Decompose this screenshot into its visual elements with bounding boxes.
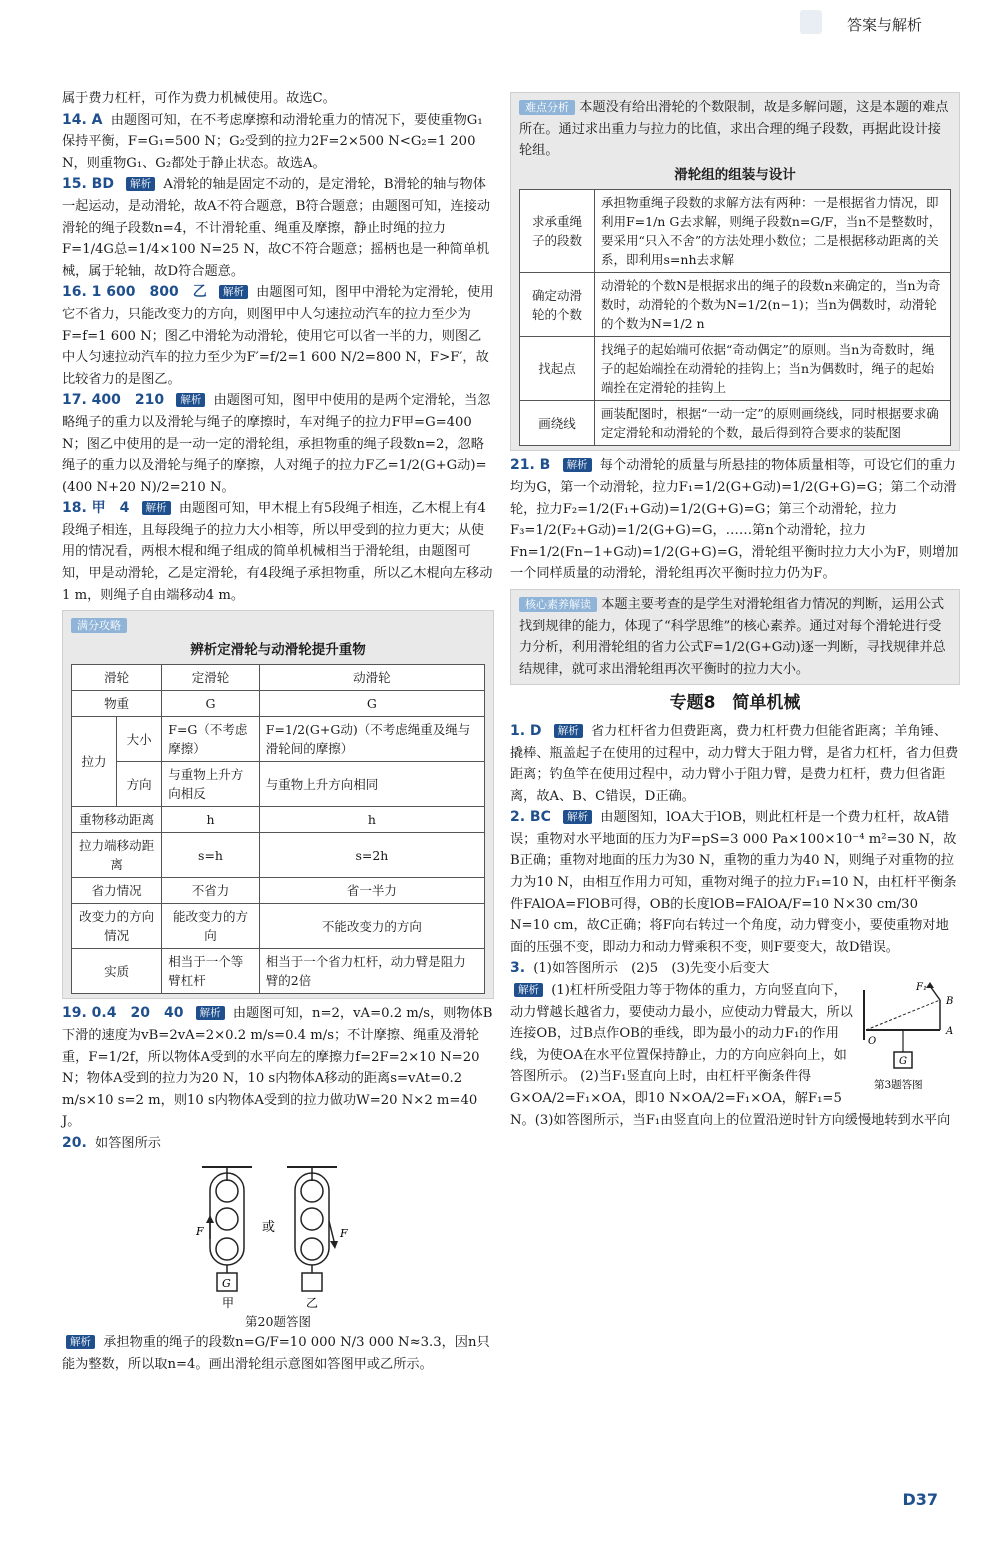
tip-box-pulley-compare <box>62 610 494 999</box>
table-cell: 省一半力 <box>259 878 484 904</box>
fig20-caption: 第20题答图 <box>245 1313 311 1329</box>
table-cell: 方向 <box>117 762 162 807</box>
table-header-cell: 动滑轮 <box>259 665 484 691</box>
table-cell: 与重物上升方向相同 <box>259 762 484 807</box>
table-cell: 实质 <box>72 949 162 994</box>
q20-analysis-text: 承担物重的绳子的段数n=G/F=10 000 N/3 000 N≈3.3，因n只能为整数，所以取n=4。画出滑轮组示意图如答图甲或乙所示。 <box>62 1335 490 1372</box>
table-cell: 能改变力的方向 <box>162 904 260 949</box>
table-cell: s=h <box>162 833 260 878</box>
q21-text: 每个动滑轮的质量与所悬挂的物体质量相等，可设它们的重力均为G，第一个动滑轮，拉力F₁=1/2(G+G动)=1/2(G+G)=G；第二个动滑轮，拉力F₂=1/2(F₁+G动)=1/2(G+G)=G；第三个动滑轮，拉力F₃=1/2(F₂+G动)=1/2(G+G)=G，……第n个动滑轮，拉力Fn=1/2(Fn−1+G动)=1/2(G+G)=G，滑轮组平衡时拉力大小为F，则增加一个同样质量的动滑轮，滑轮组再次平衡时拉力仍为F。 <box>510 458 959 582</box>
tip-box-core-literacy <box>510 589 960 685</box>
fig3-caption: 第3题答图 <box>874 1079 923 1092</box>
p3-number: 3. <box>510 960 526 977</box>
pulley-design-table <box>519 189 951 446</box>
table-cell: 求承重绳子的段数 <box>520 190 595 273</box>
q20-tag: 解析 <box>66 1335 95 1349</box>
table-row <box>72 949 485 994</box>
table-row <box>72 833 485 878</box>
fixed-pulley-a2 <box>216 1208 238 1230</box>
fig3-f1: F₁ <box>916 982 927 994</box>
p1-number: 1. D <box>510 722 542 739</box>
q17-number: 17. 400 210 <box>62 392 165 409</box>
fig3-b: B <box>946 996 954 1008</box>
page-number: D37 <box>902 1490 938 1509</box>
table-cell: 确定动滑轮的个数 <box>520 273 595 337</box>
q16-tag: 解析 <box>219 285 248 299</box>
fig3-svg <box>860 980 960 1100</box>
movable-pulley-a <box>216 1238 238 1260</box>
tip-box-difficulty <box>510 92 960 451</box>
p3-head: (1)如答图所示 (2)5 (3)先变小后变大 <box>533 961 770 977</box>
table-cell: 动滑轮的个数N是根据求出的绳子的段数n来确定的，当n为奇数时，动滑轮的个数为N=1/2(n−1)；当n为偶数时，动滑轮的个数为N=1/2 n <box>595 273 951 337</box>
fixed-pulley-a1 <box>216 1180 238 1202</box>
table-cell: 画装配图时，根据“一动一定”的原则画绕线，同时根据要求确定定滑轮和动滑轮的个数，最后得到符合要求的装配图 <box>595 401 951 446</box>
table-cell: 不省力 <box>162 878 260 904</box>
table-cell: 找起点 <box>520 337 595 401</box>
q21-tag: 解析 <box>563 458 592 472</box>
label-yi: 乙 <box>306 1295 319 1309</box>
p2 <box>510 807 960 958</box>
table-row <box>72 878 485 904</box>
q17-tag: 解析 <box>176 393 205 407</box>
page-header <box>0 0 1000 70</box>
movable-pulley-b <box>301 1238 323 1260</box>
table-cell: 大小 <box>117 717 162 762</box>
table-row <box>72 807 485 833</box>
table-header-row <box>72 665 485 691</box>
core-literacy-text: 本题主要考查的是学生对滑轮组省力情况的判断，运用公式找到规律的能力，体现了“科学思维”的核心素养。通过对每个滑轮进行受力分析，利用滑轮组的省力公式F=1/2(G+G动)逐一判断，寻找规律并总结规律，就可求出滑轮组再次平衡时的拉力大小。 <box>519 596 946 677</box>
right-column <box>510 88 960 1131</box>
table-row <box>520 190 951 273</box>
table-row <box>520 273 951 337</box>
p1-tag: 解析 <box>554 724 583 738</box>
q17 <box>62 390 494 498</box>
table-cell: G <box>259 691 484 717</box>
force-a-label: F <box>196 1224 204 1238</box>
fig20-svg <box>62 1161 494 1309</box>
table-row <box>72 762 485 807</box>
weight-b <box>302 1273 322 1291</box>
p2-number: 2. BC <box>510 809 551 826</box>
table-cell: 拉力 <box>72 717 117 807</box>
difficulty-tag: 难点分析 <box>519 100 575 115</box>
fig3-o: O <box>868 1036 877 1048</box>
table-row <box>520 337 951 401</box>
table-cell: G <box>162 691 260 717</box>
table-cell: F=1/2(G+G动)（不考虑绳重及绳与滑轮间的摩擦） <box>259 717 484 762</box>
table-cell: 不能改变力的方向 <box>259 904 484 949</box>
q14-text: 由题图可知，在不考虑摩擦和动滑轮重力的情况下，要使重物G₁保持平衡，F=G₁=500 N；G₂受到的拉力2F=2×500 N<G₂=1 200 N，则重物G₁、G₂都处于静止状态。故选A。 <box>62 112 483 171</box>
q21-number: 21. B <box>510 457 551 474</box>
q19-number: 19. 0.4 20 40 <box>62 1005 184 1022</box>
table-cell: 省力情况 <box>72 878 162 904</box>
table-cell: h <box>259 807 484 833</box>
fig3-a: A <box>946 1026 954 1038</box>
p1 <box>510 721 960 807</box>
table-cell: 物重 <box>72 691 162 717</box>
table-row <box>72 717 485 762</box>
header-title: 答案与解析 <box>846 16 922 34</box>
left-column <box>62 88 494 1375</box>
fixed-pulley-b2 <box>301 1208 323 1230</box>
q13-tail: 属于费力杠杆，可作为费力机械使用。故选C。 <box>62 91 336 106</box>
table-cell: 相当于一个等臂杠杆 <box>162 949 260 994</box>
p2-tag: 解析 <box>563 810 592 824</box>
q18-number: 18. 甲 4 <box>62 500 130 517</box>
q14-number: 14. A <box>62 111 103 128</box>
header-decoration <box>800 10 822 34</box>
fig20-pulley-diagram <box>62 1161 494 1309</box>
fig3-g: G <box>899 1056 907 1068</box>
difficulty-intro: 本题没有给出滑轮的个数限制，故是多解问题，这是本题的难点所在。通过求出重力与拉力的比值，求出合理的绳子段数，再据此设计接轮组。 <box>519 100 949 159</box>
q18-tag: 解析 <box>142 501 171 515</box>
q20-number: 20. <box>62 1135 87 1151</box>
table-header-cell: 滑轮 <box>72 665 162 691</box>
table-row <box>72 691 485 717</box>
q15 <box>62 174 494 282</box>
table-cell: s=2h <box>259 833 484 878</box>
table-cell: 画绕线 <box>520 401 595 446</box>
table-cell: 与重物上升方向相反 <box>162 762 260 807</box>
q19 <box>62 1003 494 1133</box>
q16-text: 由题图可知，图甲中滑轮为定滑轮，使用它不省力，只能改变力的方向，则图甲中人匀速拉动汽车的拉力至少为F=f=1 600 N；图乙中滑轮为动滑轮，使用它可以省一半的力，则图乙中人匀速拉动汽车的拉力至少为F′=f/2=1 600 N/2=800 N，F>F′，故比较省力的是图乙。 <box>62 285 494 387</box>
table-row <box>72 904 485 949</box>
p3 <box>510 958 960 980</box>
table-header-cell: 定滑轮 <box>162 665 260 691</box>
table-row <box>520 401 951 446</box>
q18 <box>62 498 494 606</box>
tip-box-tag: 满分攻略 <box>71 618 127 633</box>
force-b-label: F <box>340 1226 348 1240</box>
p3-text1: (1)杠杆所受阻力等于物体的重力，方向竖直向下，动力臂越长越省力，要使动力最小，应使动力臂最大，所以连接OB，过B点作OB的垂线，即为最小的动力F₁的作用线，为使OA在水平位置保持静止，力的方向应斜向上，如答图所示。 <box>510 983 853 1085</box>
p2-text: 由题图知，lOA大于lOB，则此杠杆是一个费力杠杆，故A错误；重物对水平地面的压力为F=pS=3 000 Pa×100×10⁻⁴ m²=30 N，故B正确；重物对地面的压力为30 N，重物的重力为40 N，则绳子对重物的拉力为10 N，由相互作用力可知，重物对绳子的拉力F₁=10 N，由杠杆平衡条件FAlOA=FlOB可得，OB的长度lOB=FAlOA/F=10 N×30 cm/30 N=10 cm，故C正确；将F向右转过一个角度，动力臂变小，要使重物对地面的压强不变，即动力和动力臂乘积不变，则F要变大，故D错误。 <box>510 810 957 955</box>
difficulty-title: 滑轮组的组装与设计 <box>674 166 796 183</box>
table-cell: 相当于一个省力杠杆，动力臂是阻力臂的2倍 <box>259 949 484 994</box>
q15-text: A滑轮的轴是固定不动的，是定滑轮，B滑轮的轴与物体一起运动，是动滑轮，故A不符合题意，B符合题意；由题图可知，连接动滑轮的绳子段数n=4，不计滑轮重、绳重及摩擦，静止时绳的拉力F=1/4G总=1/4×100 N=25 N，故C不符合题意；摇柄也是一种简单机械，属于轮轴，故D符合题意。 <box>62 177 491 279</box>
table-cell: 承担物重绳子段数的求解方法有两种：一是根据省力情况，即利用F=1/n G去求解，则绳子段数n=G/F，当n不是整数时，要采用“只入不舍”的方法处理小数位；二是根据移动距离的关系，即利用s=nh去求解 <box>595 190 951 273</box>
or-label: 或 <box>262 1219 276 1235</box>
core-literacy-tag: 核心素养解读 <box>519 597 597 612</box>
table-cell: F=G（不考虑摩擦） <box>162 717 260 762</box>
table-cell: 拉力端移动距离 <box>72 833 162 878</box>
pulley-compare-table <box>71 664 485 994</box>
weight-a-label: G <box>222 1276 231 1290</box>
fixed-pulley-b1 <box>301 1180 323 1202</box>
q18-text: 由题图可知，甲木棍上有5段绳子相连，乙木棍上有4段绳子相连，且每段绳子的拉力大小相等，所以甲受到的拉力更大；从使用的情况看，两根木棍和绳子组成的简单机械相当于滑轮组，由题图可知，甲是动滑轮，乙是定滑轮，有4段绳子承担物重，所以乙木棍向左移动1 m，则绳子自由端移动4 m。 <box>62 501 493 603</box>
q15-tag: 解析 <box>126 177 155 191</box>
q15-number: 15. BD <box>62 176 114 193</box>
q17-text: 由题图可知，图甲中使用的是两个定滑轮，当忽略绳子的重力以及滑轮与绳子的摩擦时，车对绳子的拉力F甲=G=400 N；图乙中使用的是一动一定的滑轮组，承担物重的绳子段数n=2，忽略绳子的重力以及滑轮与绳子的摩擦，人对绳子的拉力F乙=1/2(G+G动)=(400 N+20 N)/2=210 N。 <box>62 393 491 495</box>
q16-number: 16. 1 600 800 乙 <box>62 284 207 301</box>
q21 <box>510 455 960 585</box>
table-cell: 找绳子的起始端可依据“奇动偶定”的原则。当n为奇数时，绳子的起始端拴在动滑轮的挂钩上；当n为偶数时，绳子的起始端拴在定滑轮的挂钩上 <box>595 337 951 401</box>
table-cell: 改变力的方向情况 <box>72 904 162 949</box>
q20-analysis <box>62 1332 494 1375</box>
q19-text: 由题图可知，n=2，vA=0.2 m/s，则物体B下滑的速度为vB=2vA=2×0.2 m/s=0.4 m/s；不计摩擦、绳重及滑轮重，F=1/2f，所以物体A受到的水平向左的摩擦力f=2F=2×10 N=20 N；物体A受到的拉力为20 N，10 s内物体A移动的距离s=vAt=0.2 m/s×10 s=2 m，则10 s内物体A受到的拉力做功W=20 N×2 m=40 J。 <box>62 1006 493 1130</box>
tip-box-title: 辨析定滑轮与动滑轮提升重物 <box>190 641 366 658</box>
p3-tag: 解析 <box>514 983 543 997</box>
section-title: 专题8 简单机械 <box>669 693 801 714</box>
fig3-lever-diagram <box>860 980 960 1100</box>
q20 <box>62 1133 494 1155</box>
p3-text2: (2)当F₁竖直向上时，由杠杆平衡条件得G×OA/2=F₁×OA，即10 N×OA/2=F₁×OA，解F₁=5 N。(3)如答图所示，当F₁由竖直向上的位置沿逆时针方向缓慢地转到水平向 <box>510 1069 951 1128</box>
q16 <box>62 282 494 390</box>
table-cell: 重物移动距离 <box>72 807 162 833</box>
q20-text: 如答图所示 <box>95 1136 161 1151</box>
table-cell: h <box>162 807 260 833</box>
label-jia: 甲 <box>222 1295 235 1309</box>
q14 <box>62 110 494 175</box>
p1-text: 省力杠杆省力但费距离，费力杠杆费力但能省距离；羊角锤、撬棒、瓶盖起子在使用的过程中，动力臂大于阻力臂，是省力杠杆，省力但费距离；钓鱼竿在使用过程中，动力臂小于阻力臂，是费力杠杆，费力但省距离，故A、B、C错误，D正确。 <box>510 723 959 804</box>
q19-tag: 解析 <box>196 1006 225 1020</box>
